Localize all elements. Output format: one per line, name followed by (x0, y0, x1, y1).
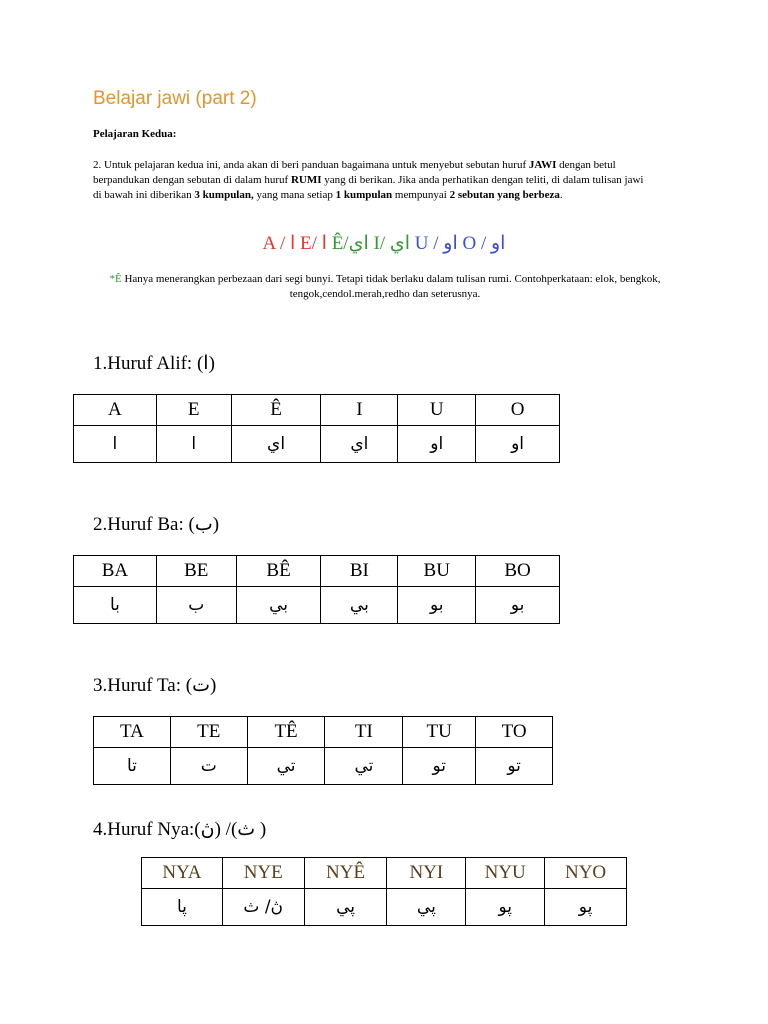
rumi-cell: BÊ (236, 556, 321, 587)
jawi-cell: ڽي (387, 889, 466, 926)
jawi-cell: ڽو (545, 889, 627, 926)
table-ta (93, 716, 553, 785)
jawi-cell: ڽ/ ث (222, 889, 304, 926)
jawi-cell: بي (236, 587, 321, 624)
rumi-cell: TU (403, 717, 476, 748)
pronunciation-note: *Ê Hanya menerangkan perbezaan dari segi bunyi. Tetapi tidak berlaku dalam tulisan rumi. Contohperkataan: elok, bengkok, tengok,cendol.merah,redho dan seterusnya. (109, 273, 661, 300)
jawi-cell: با (74, 587, 157, 624)
jawi-cell: تي (325, 748, 403, 785)
jawi-cell: اي (321, 426, 398, 463)
rumi-cell: BO (476, 556, 560, 587)
rumi-cell: NYI (387, 858, 466, 889)
jawi-cell: او (476, 426, 560, 463)
jawi-cell: ڽا (142, 889, 223, 926)
rumi-cell: TA (94, 717, 171, 748)
rumi-cell: NYU (466, 858, 545, 889)
jawi-cell: بو (398, 587, 476, 624)
intro-paragraph: 2. Untuk pelajaran kedua ini, anda akan di beri panduan bagaimana untuk menyebut sebutan huruf JAWI dengan betul berpandukan dengan sebutan di dalam huruf RUMI yang di berikan. Jika anda perhatikan dengan teliti, di dalam tulisan jawi di bawah ini diberikan 3 kumpulan, yang mana setiap 1 kumpulan mempunyai 2 sebutan yang berbeza. (93, 159, 644, 201)
jawi-cell: ڽي (304, 889, 387, 926)
jawi-cell: او (398, 426, 476, 463)
rumi-cell: BE (156, 556, 236, 587)
vowel-group-e-i: Ê/اي I/ اي (331, 233, 411, 254)
rumi-cell: I (321, 395, 398, 426)
vowel-groups-line (0, 232, 768, 255)
page-title: Belajar jawi (part 2) (93, 88, 257, 109)
rumi-cell: U (398, 395, 476, 426)
rumi-cell: NYÊ (304, 858, 387, 889)
jawi-cell: ا (156, 426, 231, 463)
rumi-cell: NYO (545, 858, 627, 889)
jawi-cell: ت (170, 748, 247, 785)
rumi-cell: TI (325, 717, 403, 748)
rumi-cell: TÊ (247, 717, 325, 748)
rumi-cell: TE (170, 717, 247, 748)
rumi-cell: BU (398, 556, 476, 587)
jawi-cell: تو (476, 748, 553, 785)
rumi-cell: O (476, 395, 560, 426)
jawi-cell: تو (403, 748, 476, 785)
rumi-cell: E (156, 395, 231, 426)
jawi-cell: ڽو (466, 889, 545, 926)
table-ba (73, 555, 560, 624)
jawi-cell: تا (94, 748, 171, 785)
jawi-cell: بي (321, 587, 398, 624)
rumi-cell: BA (74, 556, 157, 587)
section-heading-nya: 4.Huruf Nya:(ڽ) /(ث ) (93, 819, 267, 840)
vowel-group-a-e: A / ا E/ ا (262, 233, 327, 254)
jawi-cell: ب (156, 587, 236, 624)
rumi-cell: A (74, 395, 157, 426)
table-alif (73, 394, 560, 463)
jawi-cell: ا (74, 426, 157, 463)
rumi-cell: Ê (231, 395, 321, 426)
jawi-cell: بو (476, 587, 560, 624)
vowel-group-u-o: U / او O / او (414, 233, 506, 254)
rumi-cell: BI (321, 556, 398, 587)
section-heading-ta: 3.Huruf Ta: (ت) (93, 675, 217, 696)
rumi-cell: TO (476, 717, 553, 748)
rumi-cell: NYA (142, 858, 223, 889)
lesson-subtitle: Pelajaran Kedua: (93, 128, 177, 140)
jawi-cell: تي (247, 748, 325, 785)
rumi-cell: NYE (222, 858, 304, 889)
section-heading-ba: 2.Huruf Ba: (ب) (93, 514, 220, 535)
table-nya (141, 857, 627, 926)
jawi-cell: اي (231, 426, 321, 463)
section-heading-alif: 1.Huruf Alif: (ا) (93, 353, 215, 374)
